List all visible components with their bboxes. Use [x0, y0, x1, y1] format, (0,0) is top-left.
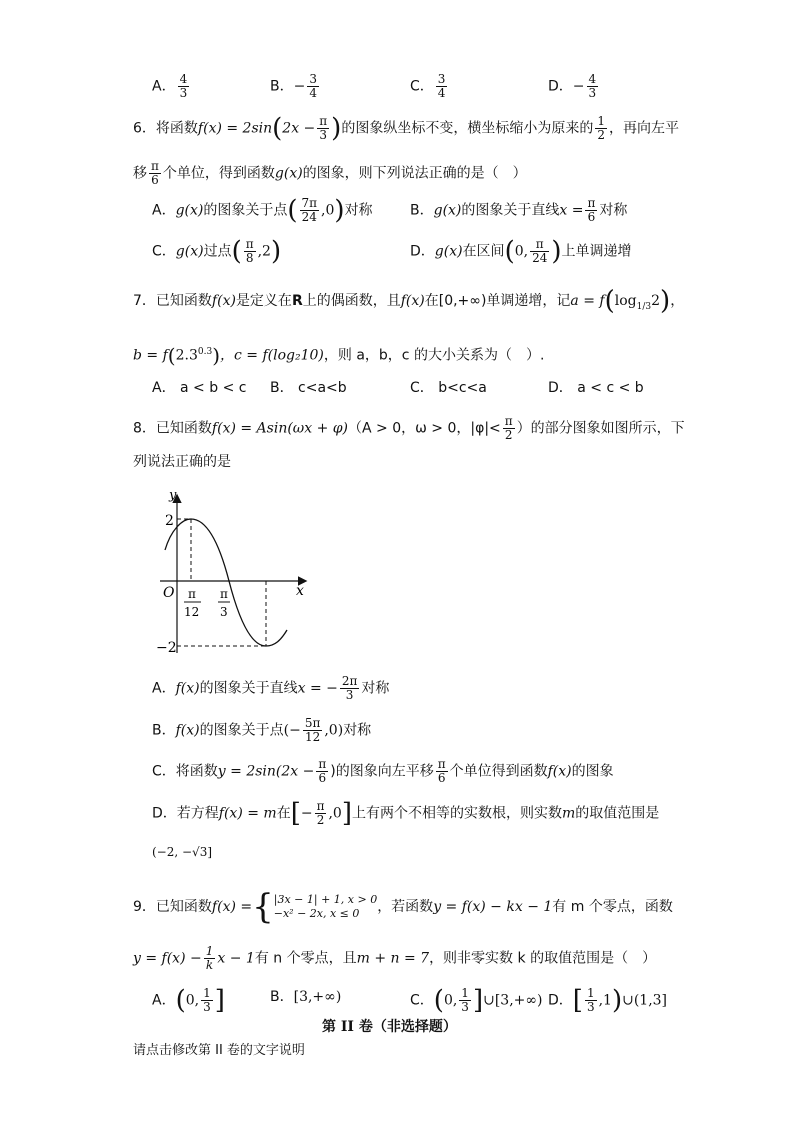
q9-option-b: B．[3,+∞)	[270, 989, 342, 1005]
tick-pi-12-num: π	[188, 587, 196, 601]
q6-option-b: B．g(x)的图象关于直线x = $\frac{\pi}{6}$ 对称	[410, 196, 628, 224]
q6-line1: 6．将函数f(x) = 2sin(2x − $\frac{\pi}{3}$ )的图象纵坐标不变，横坐标缩小为原来的 $\frac{1}{2}$ ，再向左平	[133, 113, 679, 144]
q7-line2: $b = f(2.3^{0.3})$，c = f(log₂10)，则 a，b，c 的大小关系为（ ）.	[133, 343, 545, 368]
tick-pi-3-den: 3	[220, 605, 228, 619]
x-label: x	[296, 583, 304, 599]
q7-option-a: A． a < b < c	[152, 380, 247, 396]
q9-line1: 9．已知函数f(x) ={ |3x − 1| + 1, x > 0 −x² − 2x, x ≤ 0 ，若函数y = f(x) − kx − 1有 m 个零点，函数	[133, 887, 673, 927]
q9-option-d: D．[ $\frac{1}{3}$ ,1)∪(1,3]	[548, 985, 668, 1016]
y-label: y	[169, 488, 177, 503]
tick-pi-12-den: 12	[184, 605, 200, 619]
fraction: $\frac{3}{4}$	[309, 72, 317, 100]
fraction: $\frac{4}{3}$	[179, 72, 188, 100]
q6-option-c: C．g(x)过点( $\frac{\pi}{8}$ ,2)	[152, 236, 282, 267]
fraction: $\frac{4}{3}$	[588, 72, 597, 100]
q8-option-c: C．将函数y = 2sin(2x − $\frac{\pi}{6}$ )的图象向左平移 $\frac{\pi}{6}$ 个单位得到函数f(x)的图象	[152, 757, 614, 785]
q7-line1: 7．已知函数f(x)是定义在R上的偶函数，且f(x)在[0,+∞)单调递增，记$a = f(\log_{1/3}2)$，	[133, 286, 685, 316]
q8-line2: 列说法正确的是	[133, 454, 231, 470]
q8-option-b: B．f(x)的图象关于点(− $\frac{5\pi}{12}$ ,0)对称	[152, 716, 372, 744]
origin-label: O	[163, 585, 175, 601]
q6-line2: 移 $\frac{\pi}{6}$ 个单位，得到函数g(x)的图象，则下列说法正确的是（ ）	[133, 159, 527, 187]
tick-pi-3-num: π	[220, 587, 228, 601]
sine-graph	[155, 488, 315, 656]
q6-option-d: D．g(x)在区间(0, $\frac{\pi}{24}$ )上单调递增	[410, 236, 632, 267]
section-note[interactable]: 请点击修改第 II 卷的文字说明	[133, 1043, 305, 1058]
piecewise-cases: |3x − 1| + 1, x > 0 −x² − 2x, x ≤ 0	[273, 893, 378, 920]
sine-curve	[165, 519, 287, 646]
q8-option-a: A．f(x)的图象关于直线x = − $\frac{2\pi}{3}$ 对称	[152, 674, 390, 702]
q5-option-b: B．− $\frac{3}{4}$	[270, 72, 317, 100]
q8-line1: 8．已知函数f(x) = Asin(ωx + φ)（A > 0，ω > 0，|φ|< $\frac{\pi}{2}$ ）的部分图象如图所示，下	[133, 414, 685, 442]
q7-option-c: C． b<c<a	[410, 380, 487, 396]
q8-answer-range: (−2, −√3]	[152, 845, 213, 859]
q5-option-c: C． $\frac{3}{4}$	[410, 72, 446, 100]
section-title: 第 II 卷（非选择题）	[322, 1019, 457, 1035]
q5-option-d: D．− $\frac{4}{3}$	[548, 72, 597, 100]
q7-option-b: B． c<a<b	[270, 380, 347, 396]
fraction: $\frac{3}{4}$	[437, 72, 446, 100]
q9-line2: y = f(x) − $\frac{1}{k}$ x − 1有 n 个零点，且m + n = 7，则非零实数 k 的取值范围是（ ）	[133, 944, 657, 972]
max-label: 2	[165, 513, 174, 529]
q8-option-d: D．若方程f(x) = m在[− $\frac{\pi}{2}$ ,0]上有两个不相等的实数根，则实数m的取值范围是	[152, 798, 660, 829]
min-label: −2	[156, 640, 177, 656]
q9-option-c: C．(0, $\frac{1}{3}$ ]∪[3,+∞)	[410, 985, 543, 1016]
q6-option-a: A．g(x)的图象关于点( $\frac{7\pi}{24}$ ,0)对称	[152, 195, 373, 226]
q7-option-d: D． a < c < b	[548, 380, 644, 396]
q9-option-a: A．(0, $\frac{1}{3}$ ]	[152, 985, 225, 1016]
q5-option-a: A． $\frac{4}{3}$	[152, 72, 188, 100]
